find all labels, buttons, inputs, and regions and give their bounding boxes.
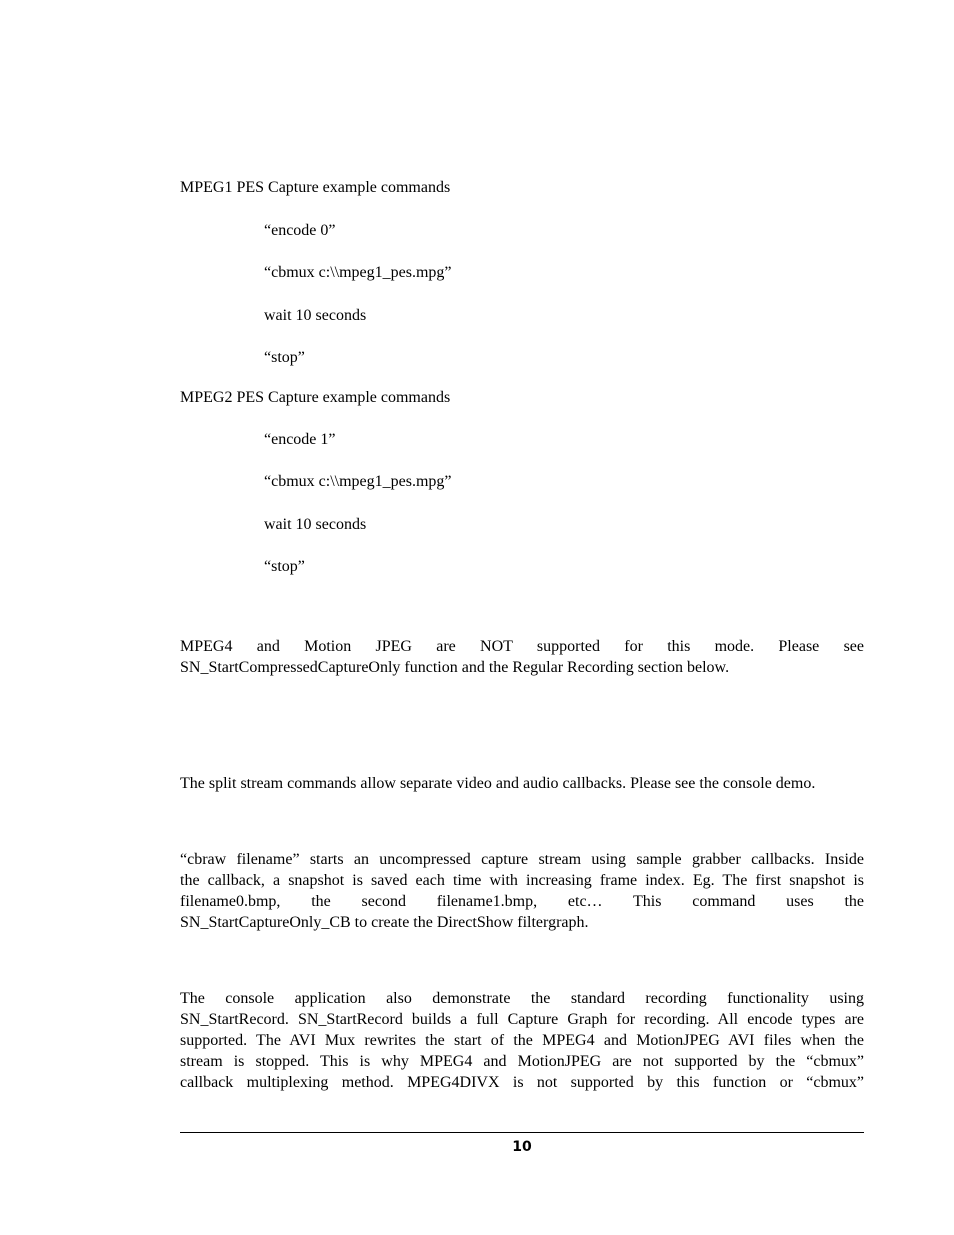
unsupported-paragraph (180, 636, 864, 678)
mpeg2-command-wait: wait 10 seconds (264, 516, 367, 533)
paragraph-line: filename0.bmp, the second filename1.bmp, etc… This command uses the (180, 893, 864, 910)
mpeg2-command-encode: “encode 1” (264, 431, 336, 448)
paragraph-line: The console application also demonstrate the standard recording functionality using (180, 990, 864, 1007)
mpeg1-command-encode: “encode 0” (264, 222, 336, 239)
paragraph-line: SN_StartCompressedCaptureOnly function and the Regular Recording section below. (180, 659, 730, 676)
paragraph-line: callback multiplexing method. MPEG4DIVX is not supported by this function or “cbmux” (180, 1074, 864, 1091)
mpeg2-command-stop: “stop” (264, 558, 305, 575)
paragraph-line: SN_StartCaptureOnly_CB to create the DirectShow filtergraph. (180, 914, 589, 931)
mpeg1-command-wait: wait 10 seconds (264, 307, 367, 324)
paragraph-line: supported. The AVI Mux rewrites the start of the MPEG4 and MotionJPEG AVI files when the (180, 1032, 864, 1049)
mpeg1-command-cbmux: “cbmux c:\\mpeg1_pes.mpg” (264, 264, 452, 281)
cbraw-paragraph (180, 849, 864, 933)
mpeg1-command-stop: “stop” (264, 349, 305, 366)
paragraph-line: MPEG4 and Motion JPEG are NOT supported for this mode. Please see (180, 638, 864, 655)
split-stream-paragraph (180, 773, 864, 794)
page-number: 10 (512, 1139, 532, 1155)
console-paragraph (180, 988, 864, 1093)
paragraph-line: The split stream commands allow separate video and audio callbacks. Please see the console demo. (180, 775, 816, 792)
paragraph-line: SN_StartRecord. SN_StartRecord builds a full Capture Graph for recording. All encode types are (180, 1011, 864, 1028)
paragraph-line: “cbraw filename” starts an uncompressed capture stream using sample grabber callbacks. Inside (180, 851, 864, 868)
footer-rule (180, 1132, 864, 1133)
paragraph-line: the callback, a snapshot is saved each time with increasing frame index. Eg. The first snapshot is (180, 872, 864, 889)
paragraph-line: stream is stopped. This is why MPEG4 and MotionJPEG are not supported by the “cbmux” (180, 1053, 864, 1070)
mpeg2-command-cbmux: “cbmux c:\\mpeg1_pes.mpg” (264, 473, 452, 490)
mpeg1-heading: MPEG1 PES Capture example commands (180, 179, 451, 196)
mpeg2-heading: MPEG2 PES Capture example commands (180, 389, 451, 406)
